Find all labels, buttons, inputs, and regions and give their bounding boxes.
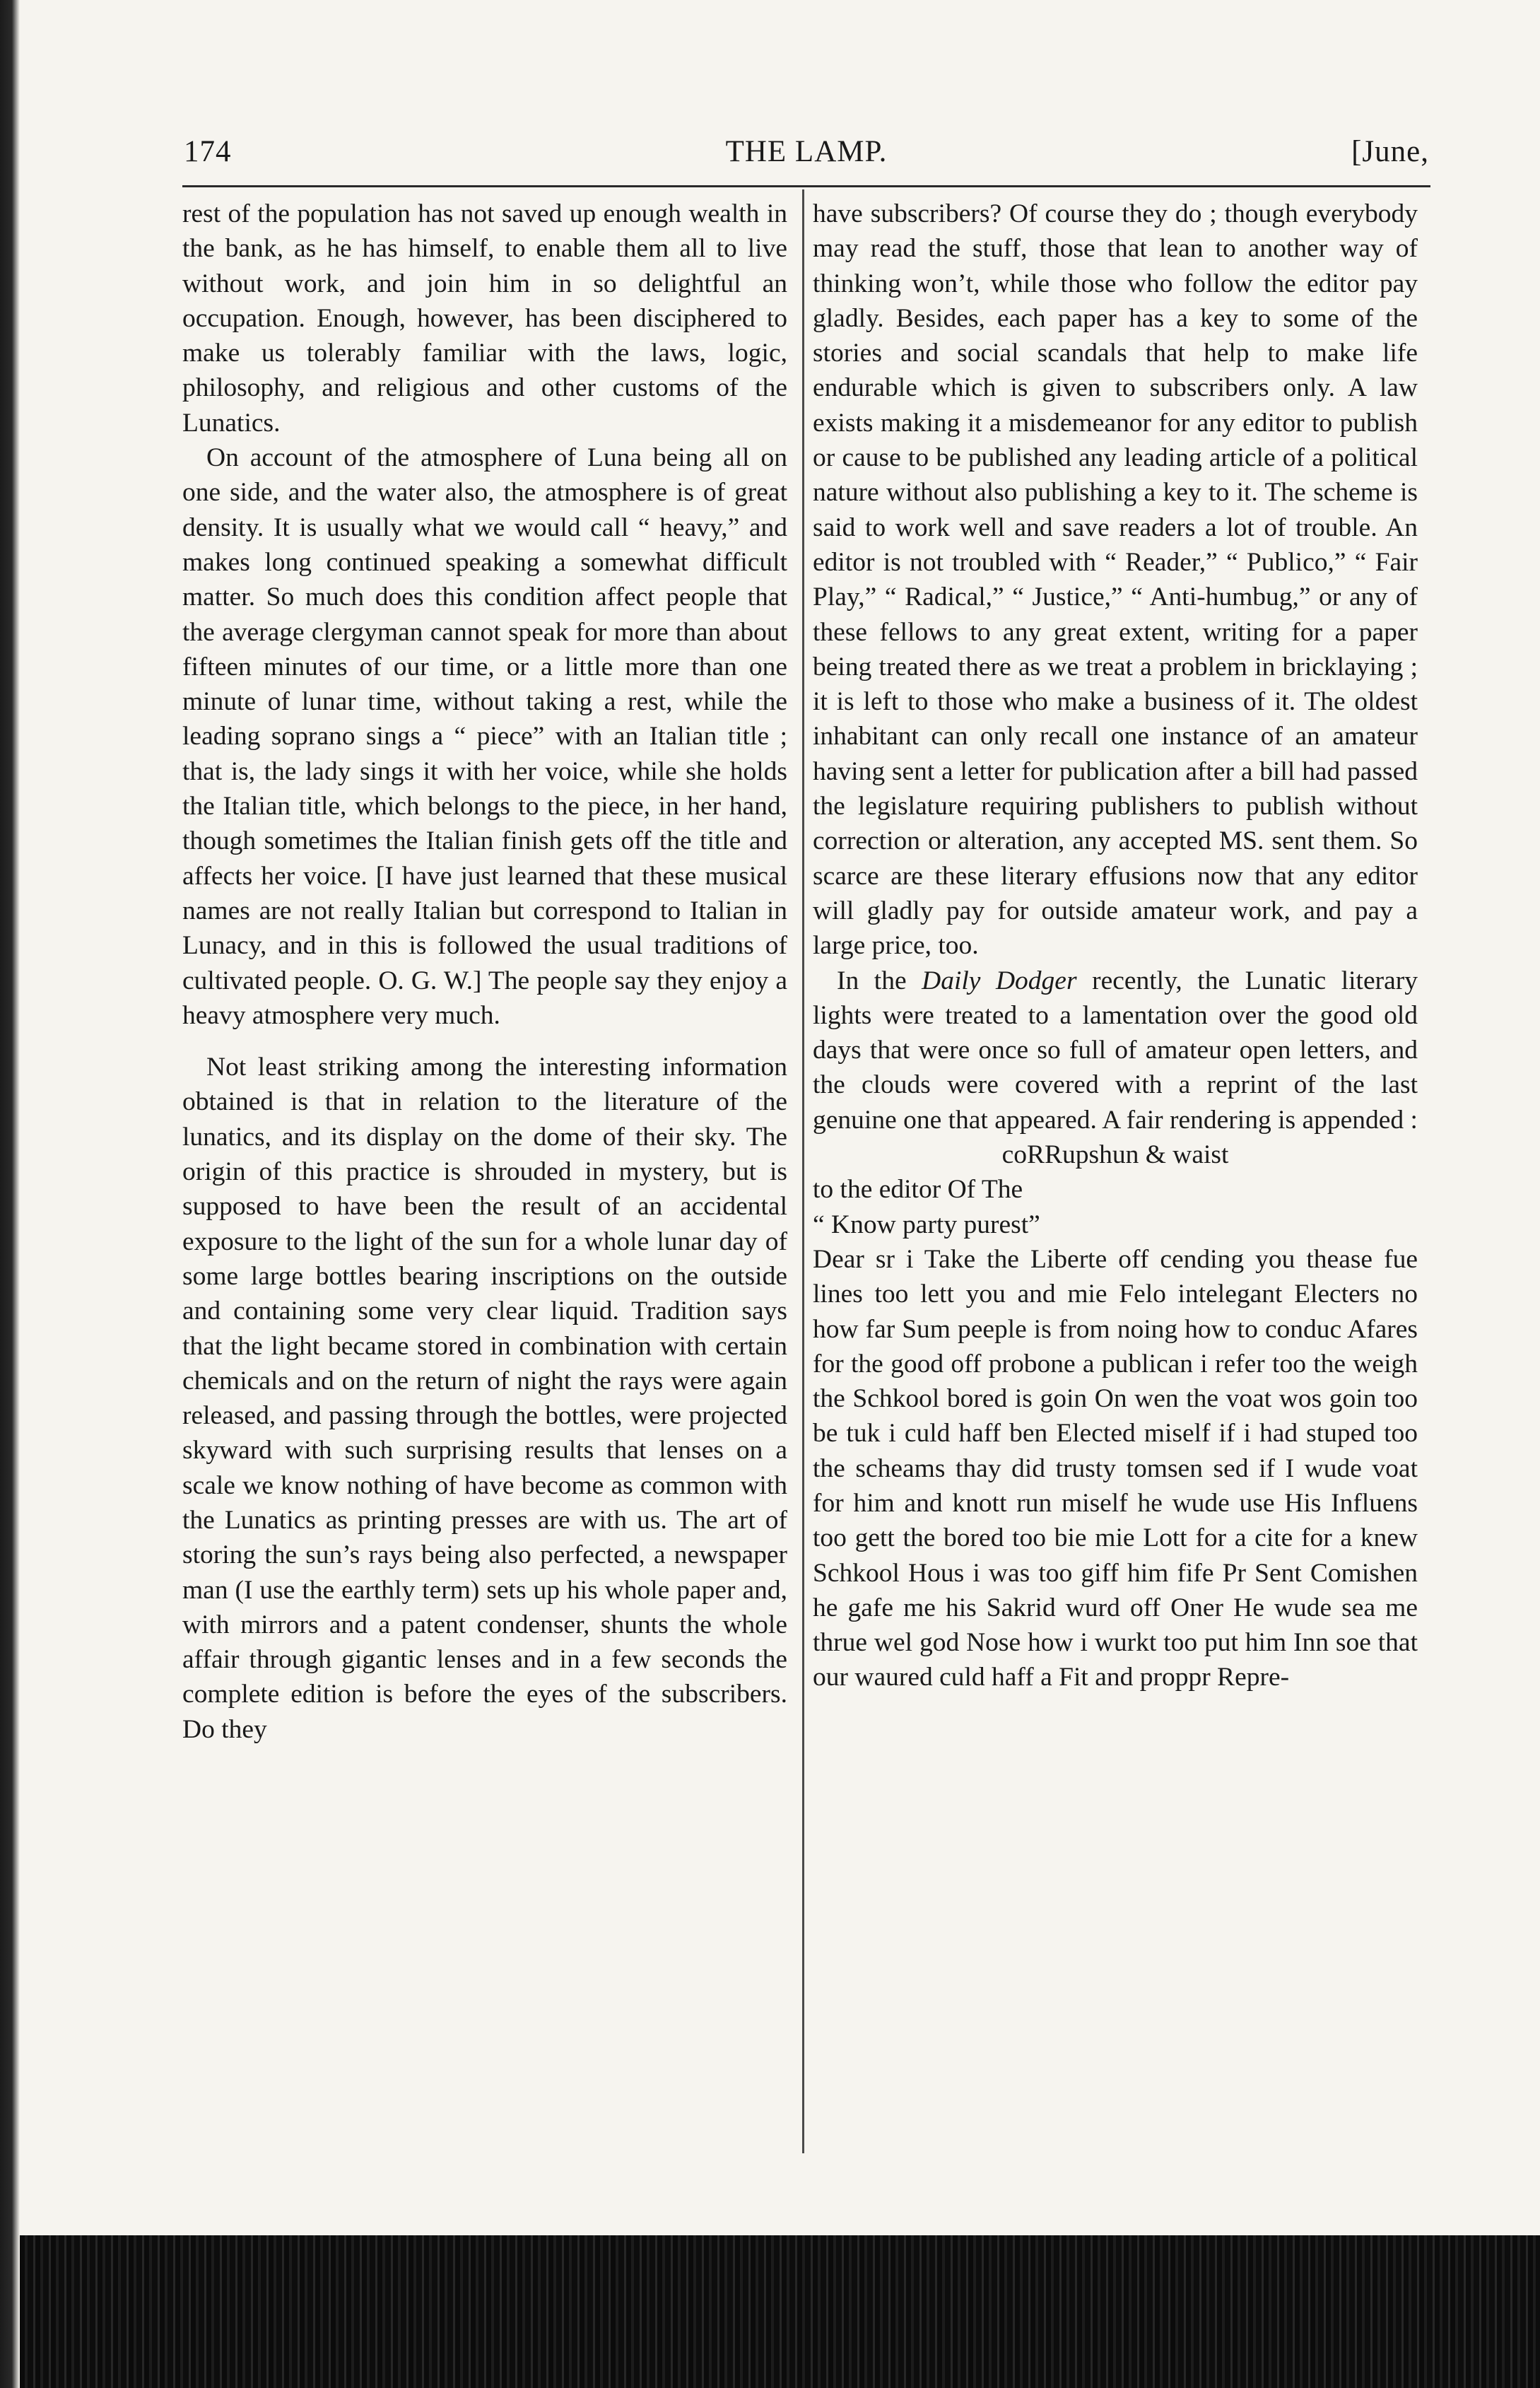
paragraph-rest: recently, the Lunatic literary lights were treated to a lamentation over the good old days that were once so full of amateur open letters, and the clouds were covered with a reprint of the last genuine one that appeared. A fair rendering is appended : [813,966,1418,1135]
letter-heading: coRRupshun & waist [1001,1140,1229,1170]
running-title: THE LAMP. [725,135,888,168]
letter-address-line: “ Know party purest” [813,1210,1040,1239]
header-rule [182,185,1430,187]
left-column [182,197,787,1747]
paragraph: On account of the atmosphere of Luna being all on one side, and the water also, the atmosphere is of great density. It is usually what we would call “ heavy,” and makes long continued speaking a somewhat difficult matter. So much does this condition affect people that the average clergyman cannot speak for more than about fifteen minutes of our time, or a little more than one minute of lunar time, without taking a rest, while the leading soprano sings a “ piece” with an Italian title ; that is, the lady sings it with her voice, while she holds the Italian title, which belongs to the piece, in her hand, though sometimes the Italian finish gets off the title and affects her voice. [I have just learned that these musical names are not really Italian but correspond to Italian in Lunacy, and in this is followed the usual traditions of cultivated people. O. G. W.] The people say they enjoy a heavy atmosphere very much. [182,443,787,1030]
paragraph: Not least striking among the interesting information obtained is that in relation to the literature of the lunatics, and its display on the dome of their sky. The origin of this practice is shrouded in mystery, but is supposed to have been the result of an accidental exposure to the light of the sun for a whole lunar day of some large bottles bearing inscriptions on the outside and containing some very clear liquid. Tradition says that the light became stored in combination with certain chemicals and on the return of night the rays were again released, and passing through the bottles, were projected skyward with such surprising results that lenses on a scale we know nothing of have become as common with the Lunatics as printing presses are with us. The art of storing the sun’s rays being also perfected, a newspaper man (I use the earthly term) sets up his whole paper and, with mirrors and a patent condenser, shunts the whole affair through gigantic lenses and in a few seconds the complete edition is before the eyes of the subscribers. Do they [182,1053,787,1744]
newspaper-title: Daily Dodger [922,966,1077,995]
issue-month: [June, [1351,135,1429,168]
paragraph: rest of the population has not saved up enough wealth in the bank, as he has himself, to enable them all to live without work, and join him in so delightful an occupation. Enough, however, has been disciphered to make us tolerably familiar with the laws, logic, philosophy, and religious and other customs of the Lunatics. [182,199,787,438]
page-number: 174 [184,135,232,168]
scan-edge-bottom [20,2235,1540,2388]
paragraph-intro: In the [837,966,922,995]
running-header [184,134,1429,174]
paragraph [813,964,1418,1137]
column-divider [802,189,804,2153]
letter-address-line: to the editor Of The [813,1175,1023,1205]
scan-edge-left [0,0,20,2388]
letter-body: Dear sr i Take the Liberte off cending you thease fue lines too lett you and mie Felo intelegant Electers no how far Sum peeple is from noing how to conduc Afares for the good off probone a publican i refer too the weigh the Schkool bored is goin On wen the voat wos goin too be tuk i culd haff ben Elected miself if i had stuped too the scheams thay did trusty tomsen sed if I wude voat for him and knott run miself he wude use His Influens too gett the bored too bie mie Lott for a cite for a knew Schkool Hous i was too giff him fife Pr Sent Comishen he gafe me his Sakrid wurd off Oner He wude sea me thrue wel god Nose how i wurkt too put him Inn soe that our waured culd haff a Fit and proppr Repre- [813,1244,1418,1692]
right-column [813,197,1418,1695]
paragraph: have subscribers? Of course they do ; though everybody may read the stuff, those that lean to another way of thinking won’t, while those who follow the editor pay gladly. Besides, each paper has a key to some of the stories and social scandals that help to make life endurable which is given to subscribers only. A law exists making it a misdemeanor for any editor to publish or cause to be published any leading article of a political nature without also publishing a key to it. The scheme is said to work well and save readers a lot of trouble. An editor is not troubled with “ Reader,” “ Publico,” “ Fair Play,” “ Radical,” “ Justice,” “ Anti-humbug,” or any of these fellows to any great extent, writing for a paper being treated there as we treat a problem in bricklaying ; it is left to those who make a business of it. The oldest inhabitant can only recall one instance of an amateur having sent a letter for publication after a bill had passed the legislature requiring publishers to publish without correction or alteration, any accepted MS. sent them. So scarce are these literary effusions now that any editor will gladly pay for outside amateur work, and pay a large price, too. [813,199,1418,961]
